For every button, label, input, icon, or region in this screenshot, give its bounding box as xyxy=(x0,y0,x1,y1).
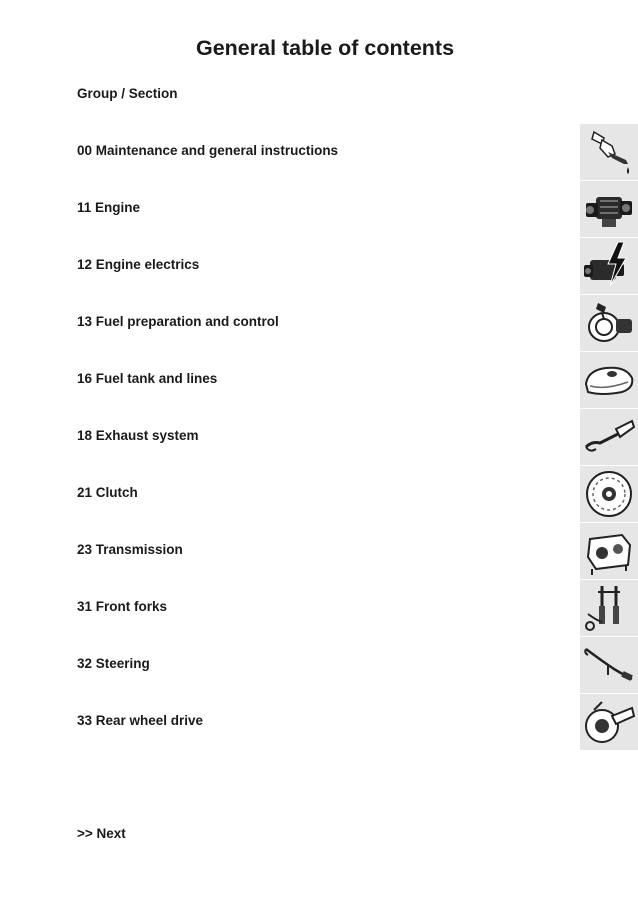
toc-entry-fuel-tank[interactable]: 16 Fuel tank and lines xyxy=(77,371,218,386)
toc-entry-front-forks[interactable]: 31 Front forks xyxy=(77,599,168,614)
toc-entry-steering[interactable]: 32 Steering xyxy=(77,656,150,671)
toc-entry-fuel-preparation[interactable]: 13 Fuel preparation and control xyxy=(77,314,279,329)
tab-transmission[interactable] xyxy=(580,523,638,580)
tab-exhaust[interactable] xyxy=(580,409,638,466)
oil-can-icon xyxy=(582,126,636,178)
gearbox-icon xyxy=(582,525,636,577)
next-page-link[interactable]: >> Next xyxy=(77,826,126,841)
tab-rear-wheel-drive[interactable] xyxy=(580,694,638,751)
toc-entry-engine[interactable]: 11 Engine xyxy=(77,200,141,215)
exhaust-icon xyxy=(582,411,636,463)
toc-entry-exhaust[interactable]: 18 Exhaust system xyxy=(77,428,199,443)
toc-entry-clutch[interactable]: 21 Clutch xyxy=(77,485,138,500)
engine-electrics-icon xyxy=(582,240,636,292)
tab-fuel-tank[interactable] xyxy=(580,352,638,409)
tab-clutch[interactable] xyxy=(580,466,638,523)
front-forks-icon xyxy=(582,582,636,634)
final-drive-icon xyxy=(582,696,636,748)
throttle-body-icon xyxy=(582,297,636,349)
handlebar-icon xyxy=(582,639,636,691)
toc-entry-engine-electrics[interactable]: 12 Engine electrics xyxy=(77,257,200,272)
tab-fuel-preparation[interactable] xyxy=(580,295,638,352)
engine-icon xyxy=(582,183,636,235)
column-heading: Group / Section xyxy=(77,86,178,101)
tab-engine-electrics[interactable] xyxy=(580,238,638,295)
section-tab-strip xyxy=(580,124,638,751)
tab-maintenance[interactable] xyxy=(580,124,638,181)
tab-engine[interactable] xyxy=(580,181,638,238)
page-title: General table of contents xyxy=(195,36,455,60)
tab-steering[interactable] xyxy=(580,637,638,694)
toc-entry-maintenance[interactable]: 00 Maintenance and general instructions xyxy=(77,143,339,158)
clutch-disc-icon xyxy=(582,468,636,520)
fuel-tank-icon xyxy=(582,354,636,406)
toc-entry-rear-wheel-drive[interactable]: 33 Rear wheel drive xyxy=(77,713,204,728)
tab-front-forks[interactable] xyxy=(580,580,638,637)
toc-entry-transmission[interactable]: 23 Transmission xyxy=(77,542,183,557)
